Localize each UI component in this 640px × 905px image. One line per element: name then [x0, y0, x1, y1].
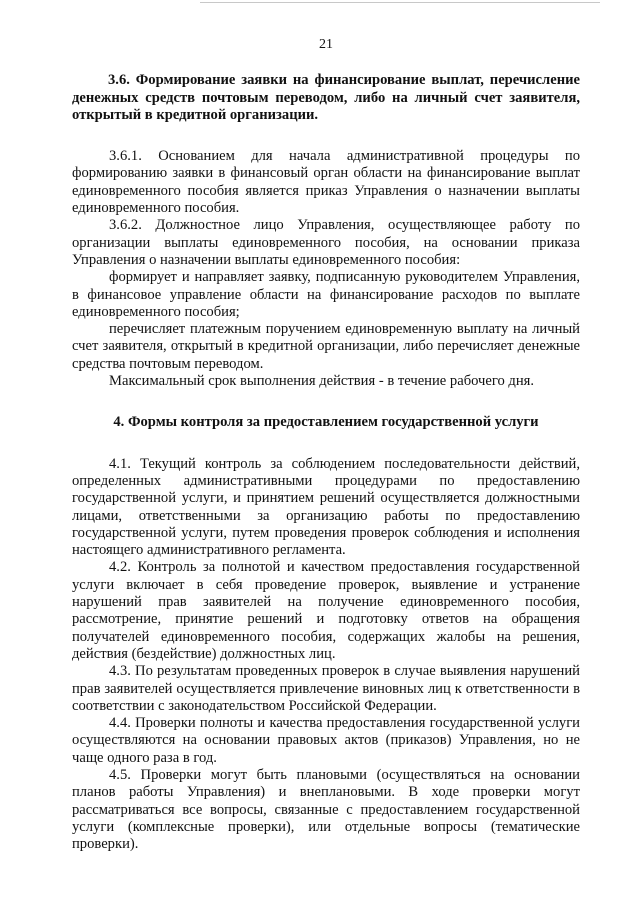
paragraph-4-4: 4.4. Проверки полноты и качества предоставления государственной услуги осуществляются на основании правовых актов (приказов) Управления, но не чаще одного раза в год.: [72, 715, 580, 766]
document-page: [72, 36, 580, 853]
paragraph-4-5: 4.5. Проверки могут быть плановыми (осуществляться на основании планов работы Управления) и внеплановыми. В ходе проверки могут рассматриваться все вопросы, связанные с предоставлением государственной услуги (комплексные проверки), или отдельные вопросы (тематические проверки).: [72, 766, 580, 853]
paragraph-3-6-1: 3.6.1. Основанием для начала административной процедуры по формированию заявки в финансовый орган области на финансирование выплат единовременного пособия является приказ Управления о назначении выплаты единовременного пособия.: [72, 148, 580, 217]
paragraph-forms-request: формирует и направляет заявку, подписанную руководителем Управления, в финансовое управление области на финансирование расходов по выплате единовременного пособия;: [72, 269, 580, 320]
paragraph-4-2: 4.2. Контроль за полнотой и качеством предоставления государственной услуги включает в себя проведение проверок, выявление и устранение нарушений прав заявителей на получение единовременного пособия, рассмотрение, принятие решений и подготовку ответов на обращения получателей единовременного пособия, содержащих жалобы на решения, действия (бездействие) должностных лиц.: [72, 559, 580, 662]
page-number: 21: [319, 37, 333, 52]
top-edge-rule: [200, 2, 600, 3]
paragraph-4-3: 4.3. По результатам проведенных проверок в случае выявления нарушений прав заявителей осуществляется привлечение виновных лиц к ответственности в соответствии с законодательством Российской Федерации.: [72, 663, 580, 714]
paragraph-4-1: 4.1. Текущий контроль за соблюдением последовательности действий, определенных административными процедурами по предоставлению государственной услуги, и принятием решений осуществляется должностными лицами, ответственными за организацию работы по предоставлению государственной услуги, путем проведения проверок соблюдения и исполнения настоящего административного регламента.: [72, 455, 580, 559]
paragraph-3-6-2: 3.6.2. Должностное лицо Управления, осуществляющее работу по организации выплаты единовременного пособия, на основании приказа Управления о назначении выплаты единовременного пособия:: [72, 217, 580, 268]
paragraph-max-term: Максимальный срок выполнения действия - в течение рабочего дня.: [109, 373, 535, 390]
paragraph-transfers-payment: перечисляет платежным поручением единовременную выплату на личный счет заявителя, открытый в кредитной организации, либо перечисляет денежные средства почтовым переводом.: [72, 321, 580, 372]
section-4-heading: 4. Формы контроля за предоставлением государственной услуги: [113, 414, 539, 431]
section-3-6-heading: 3.6. Формирование заявки на финансирование выплат, перечисление денежных средств почтовым переводом, либо на личный счет заявителя, открытый в кредитной организации.: [72, 72, 580, 123]
